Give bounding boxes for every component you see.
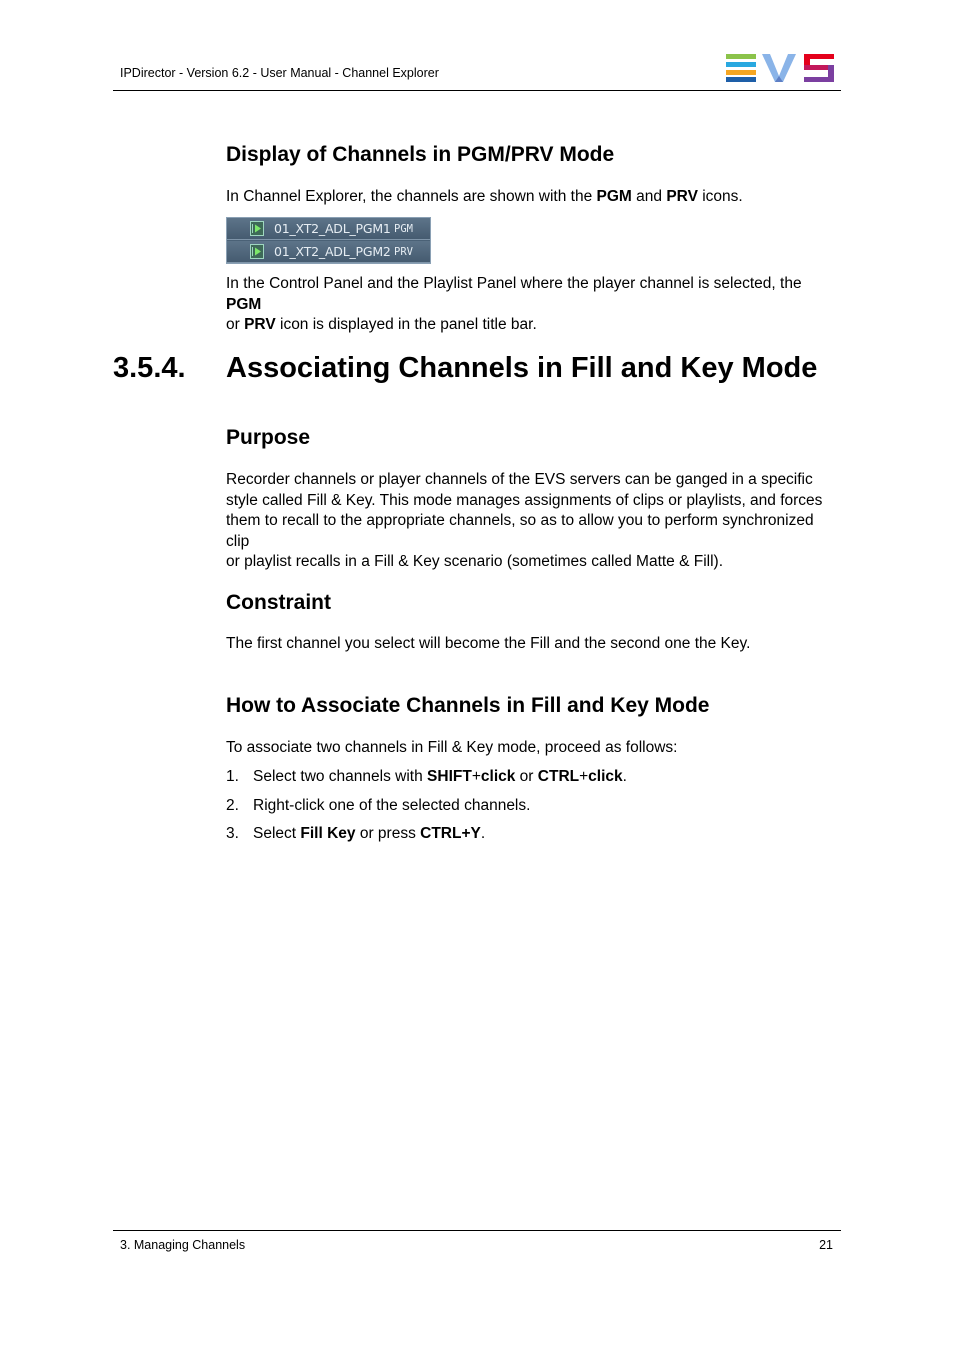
player-channel-icon xyxy=(250,244,264,259)
prv-icon: PRV xyxy=(394,246,413,258)
pgm-prv-intro: In Channel Explorer, the channels are shown with the PGM and PRV icons. xyxy=(226,188,743,205)
constraint-heading: Constraint xyxy=(226,591,331,614)
step-number: 2. xyxy=(226,796,239,814)
channel-list-screenshot xyxy=(226,217,431,264)
pgm-prv-note: In the Control Panel and the Playlist Panel where the player channel is selected, the PGM or PRV icon is displayed in the panel title bar. xyxy=(226,275,802,333)
channel-name: 01_XT2_ADL_PGM2 xyxy=(274,244,391,259)
step-text: Select two channels with SHIFT+click or CTRL+click. xyxy=(253,768,627,785)
player-channel-icon xyxy=(250,221,264,236)
footer-chapter: 3. Managing Channels xyxy=(120,1238,246,1252)
section-heading-pgm-prv: Display of Channels in PGM/PRV Mode xyxy=(226,143,615,166)
howto-heading: How to Associate Channels in Fill and Key Mode xyxy=(226,694,710,717)
step-3 xyxy=(226,824,846,853)
step-text: Select Fill Key or press CTRL+Y. xyxy=(253,825,486,842)
pgm-icon: PGM xyxy=(394,223,413,235)
evs-logo xyxy=(726,54,834,82)
purpose-heading: Purpose xyxy=(226,426,311,449)
header-rule xyxy=(113,90,841,91)
running-header-title: IPDirector - Version 6.2 - User Manual - Channel Explorer xyxy=(120,66,439,80)
section-title: Associating Channels in Fill and Key Mode xyxy=(226,352,818,384)
section-number: 3.5.4. xyxy=(113,352,186,384)
page-number: 21 xyxy=(819,1238,833,1252)
step-number: 3. xyxy=(226,825,239,842)
step-2 xyxy=(226,796,846,825)
constraint-paragraph: The first channel you select will become the Fill and the second one the Key. xyxy=(226,635,751,652)
footer-rule xyxy=(113,1230,841,1231)
step-text: Right-click one of the selected channels. xyxy=(253,796,531,814)
channel-row xyxy=(227,241,430,263)
channel-row xyxy=(227,218,430,240)
step-number: 1. xyxy=(226,768,239,785)
howto-intro: To associate two channels in Fill & Key mode, proceed as follows: xyxy=(226,739,678,756)
procedure-steps xyxy=(226,767,846,853)
step-1 xyxy=(226,767,846,796)
purpose-paragraph: Recorder channels or player channels of the EVS servers can be ganged in a specific style called Fill & Key. This mode manages assignments of clips or playlists, and forces them to recall to the appropriate channels, so as to allow you to perform synchronized clip or playlist recalls in a Fill & Key scenario (sometimes called Matte & Fill). xyxy=(226,471,823,570)
channel-name: 01_XT2_ADL_PGM1 xyxy=(274,221,391,236)
